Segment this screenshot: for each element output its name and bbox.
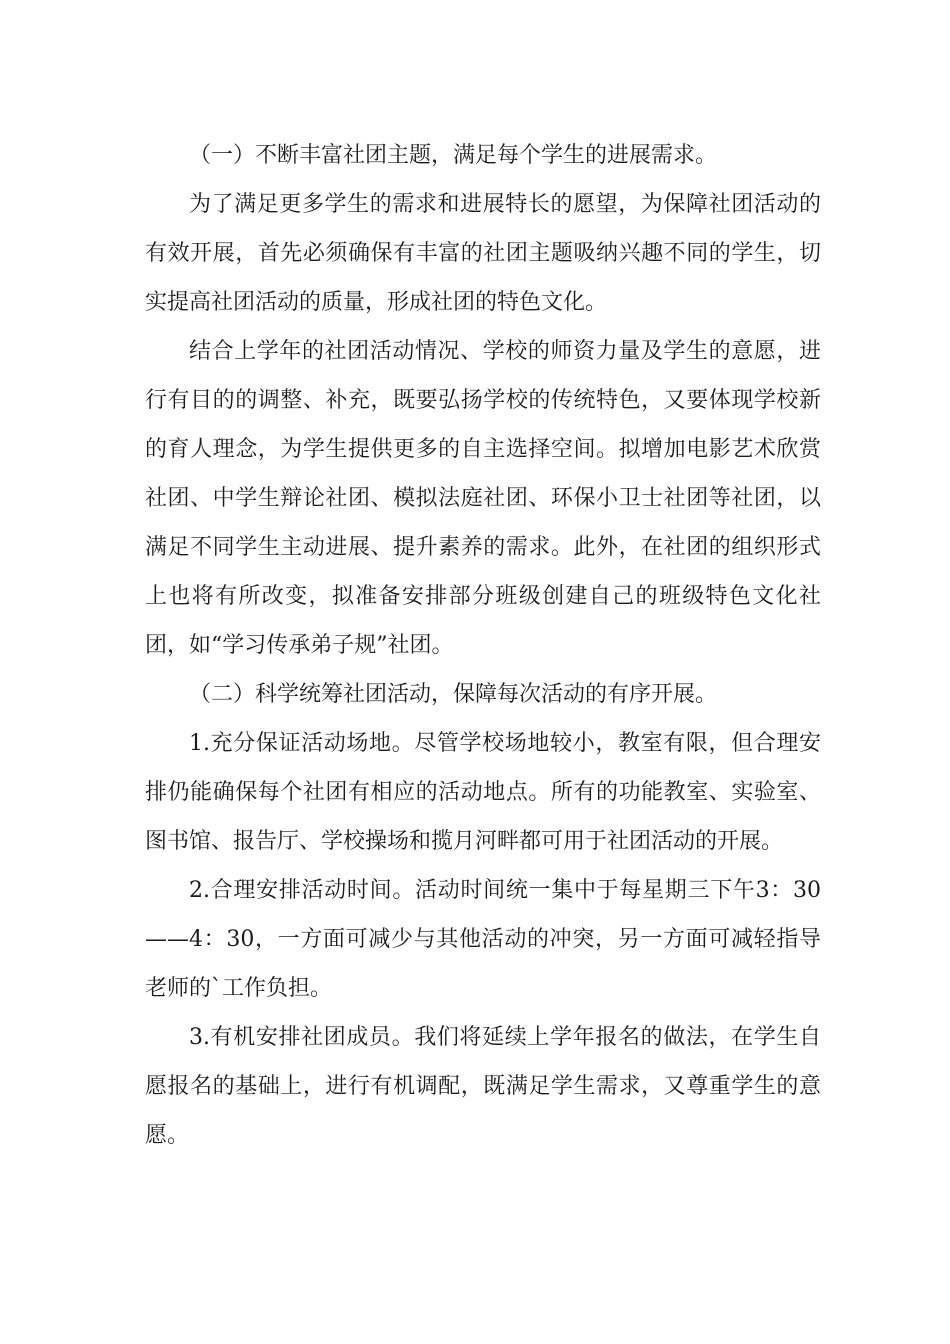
paragraph-1: 为了满足更多学生的需求和进展特长的愿望，为保障社团活动的有效开展，首先必须确保有丰富的社团主题吸纳兴趣不同的学生，切实提高社团活动的质量，形成社团的特色文化。: [145, 192, 821, 315]
list-item-2: 2.合理安排活动时间。活动时间统一集中于每星期三下午3：30——4：30，一方面可减少与其他活动的冲突，另一方面可减轻指导老师的`工作负担。: [145, 878, 821, 1001]
section-heading-1: （一）不断丰富社团主题，满足每个学生的进展需求。: [189, 143, 718, 168]
section-heading-2: （二）科学统筹社团活动，保障每次活动的有序开展。: [189, 682, 718, 707]
paragraph-2: 结合上学年的社团活动情况、学校的师资力量及学生的意愿，进行有目的的调整、补充，既要弘扬学校的传统特色，又要体现学校新的育人理念，为学生提供更多的自主选择空间。拟增加电影艺术欣赏社团、中学生辩论社团、模拟法庭社团、环保小卫士社团等社团，以满足不同学生主动进展、提升素养的需求。此外，在社团的组织形式上也将有所改变，拟准备安排部分班级创建自己的班级特色文化社团，如“学习传承弟子规”社团。: [145, 339, 821, 658]
list-item-3: 3.有机安排社团成员。我们将延续上学年报名的做法，在学生自愿报名的基础上，进行有机调配，既满足学生需求，又尊重学生的意愿。: [145, 1025, 821, 1148]
list-item-1: 1.充分保证活动场地。尽管学校场地较小，教室有限，但合理安排仍能确保每个社团有相应的活动地点。所有的功能教室、实验室、图书馆、报告厅、学校操场和揽月河畔都可用于社团活动的开展。: [145, 731, 821, 854]
document-body: [145, 131, 821, 1160]
